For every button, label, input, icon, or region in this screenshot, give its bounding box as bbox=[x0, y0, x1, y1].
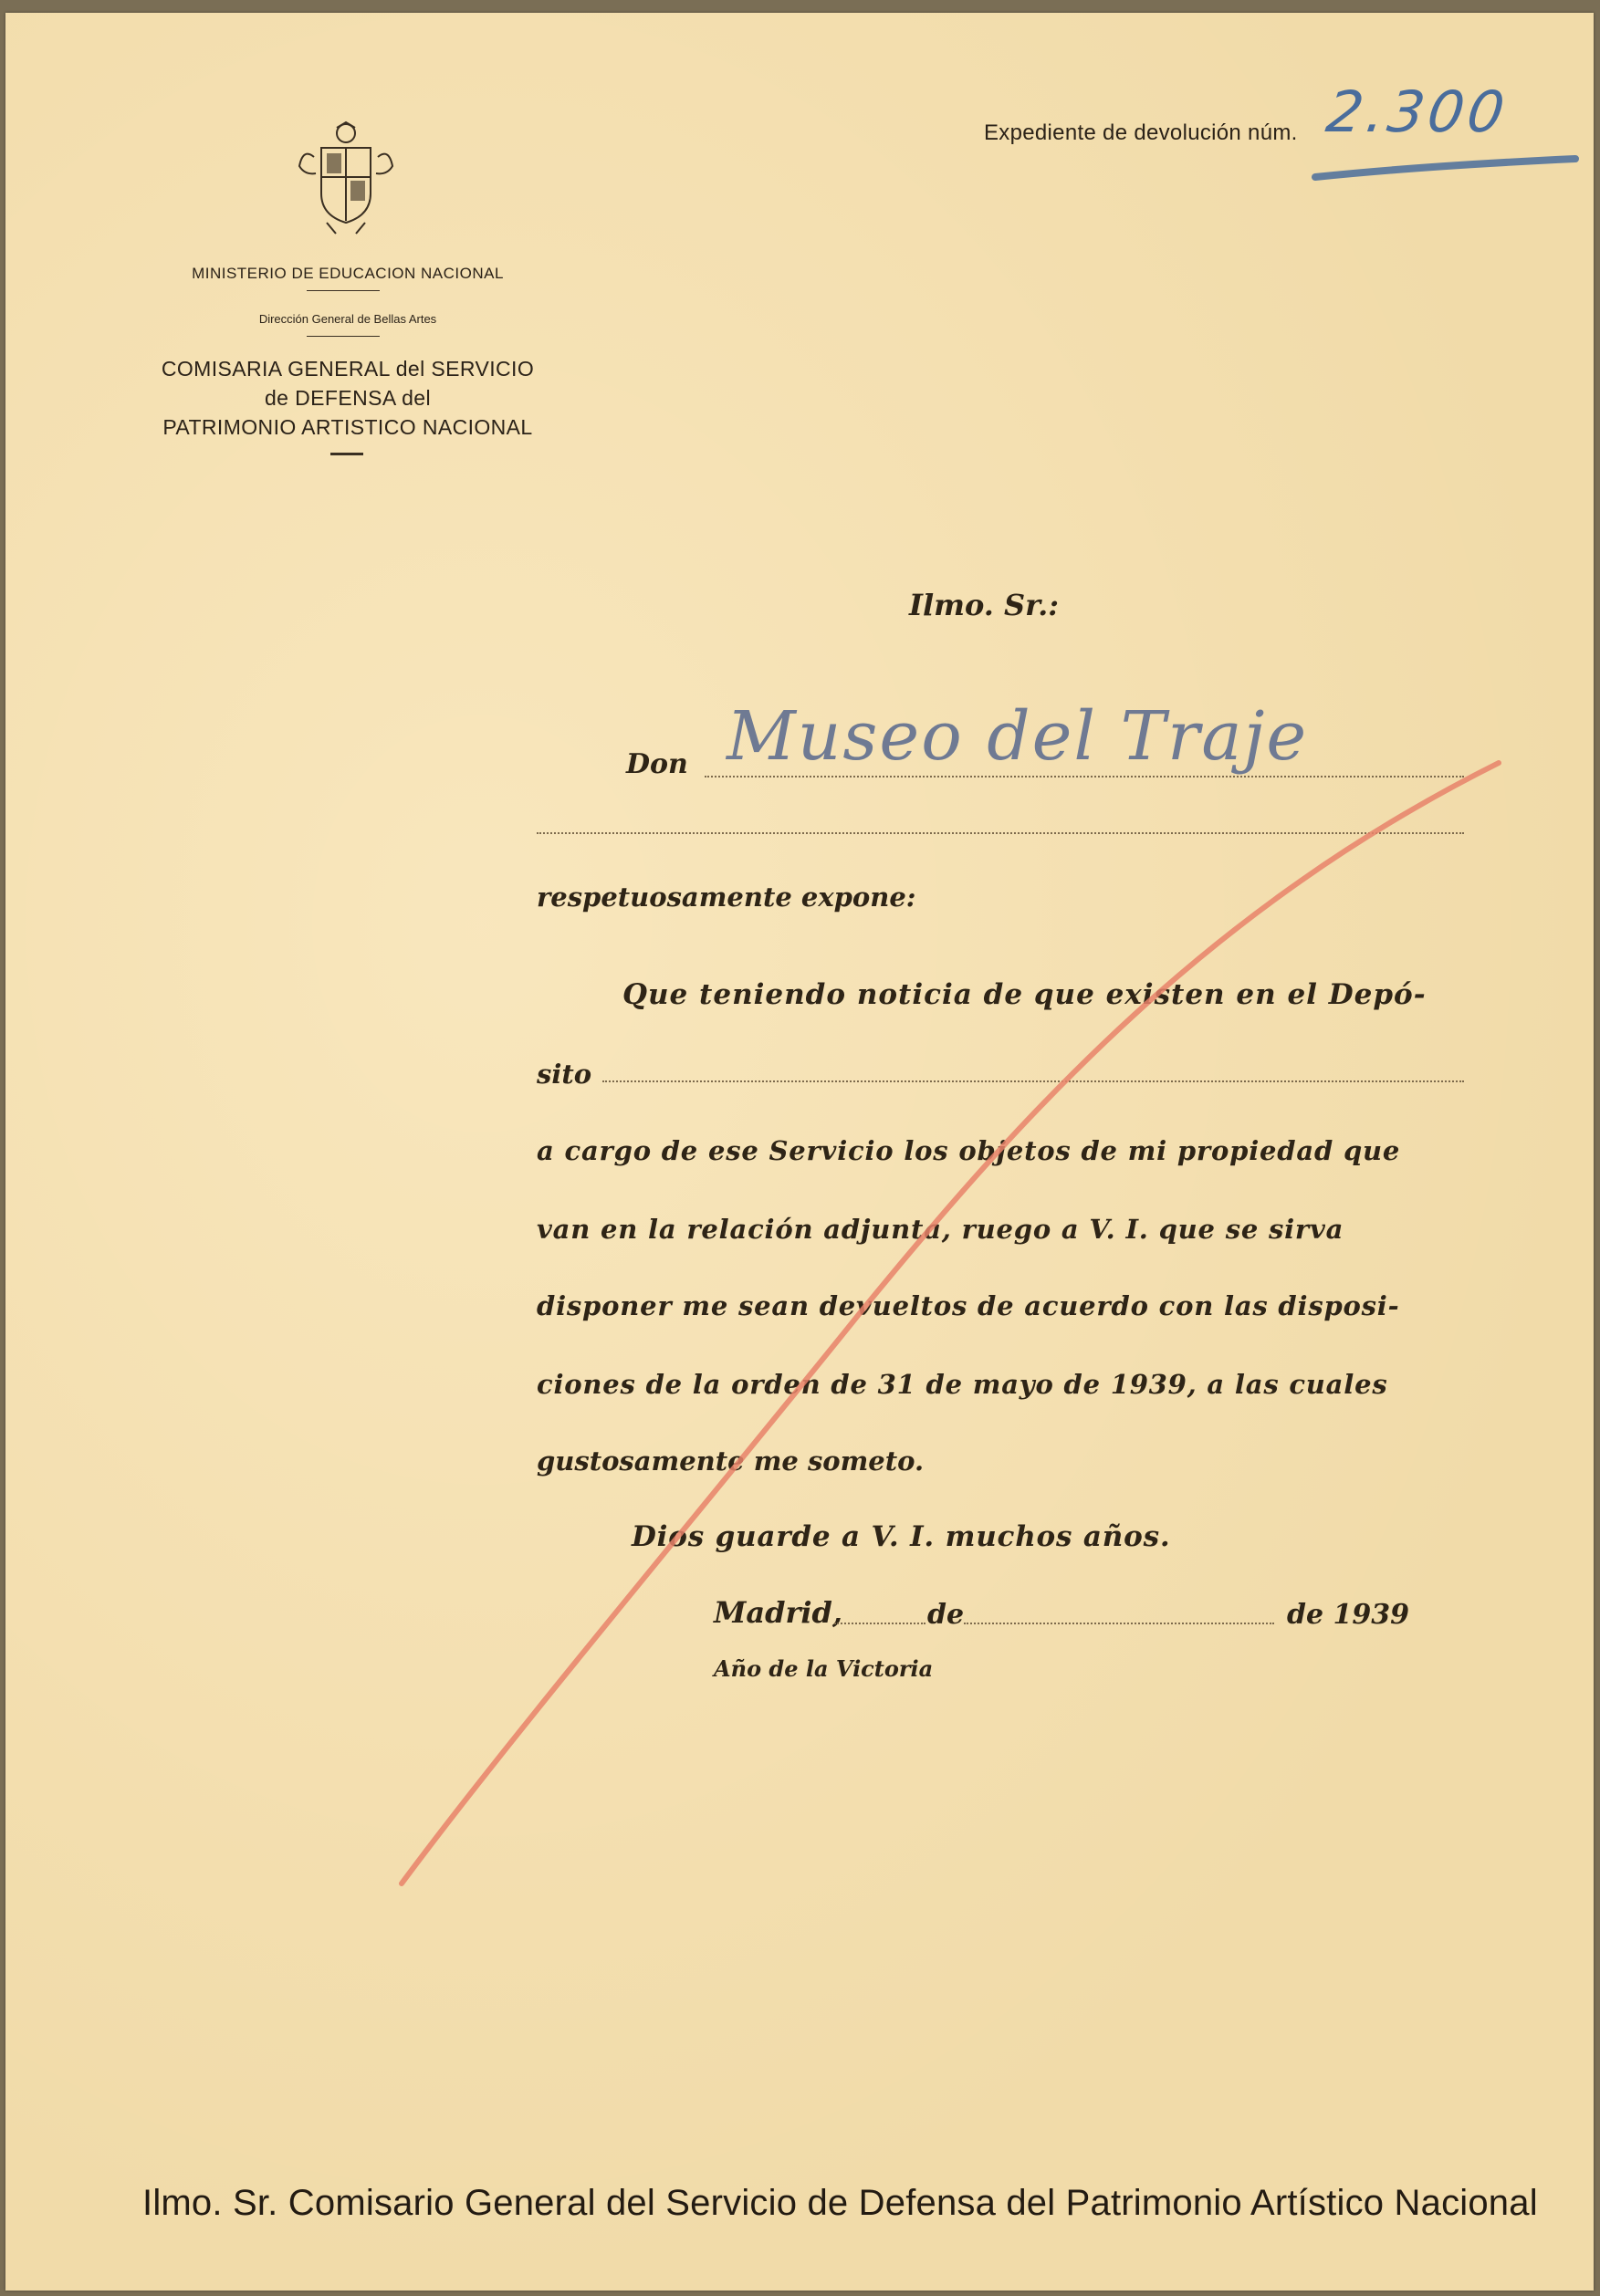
handwritten-name: Museo del Traje bbox=[727, 697, 1309, 776]
direccion-general: Dirección General de Bellas Artes bbox=[258, 312, 437, 326]
paragraph-line-1: Que teniendo noticia de que existen en el Depó- bbox=[622, 978, 1427, 1011]
paragraph-line-7: gustosamente me someto. bbox=[537, 1445, 925, 1477]
paragraph-line-3: a cargo de ese Servicio los objetos de mi propiedad que bbox=[537, 1135, 1401, 1166]
comisaria-line-1: COMISARIA GENERAL del SERVICIO bbox=[161, 357, 535, 381]
comisaria-line-2: de DEFENSA del bbox=[264, 386, 432, 410]
closing-line: Dios guarde a V. I. muchos años. bbox=[632, 1520, 1171, 1553]
don-label: Don bbox=[626, 748, 688, 780]
date-de: de bbox=[927, 1599, 965, 1631]
date-year: de 1939 bbox=[1287, 1599, 1410, 1631]
paragraph-line-2: sito bbox=[537, 1059, 592, 1090]
footer-addressee: Ilmo. Sr. Comisario General del Servicio de Defensa del Patrimonio Artístico Nacional bbox=[142, 2183, 1538, 2223]
era-line: Año de la Victoria bbox=[714, 1655, 934, 1682]
expediente-label: Expediente de devolución núm. bbox=[984, 120, 1298, 145]
document-page bbox=[5, 13, 1594, 2291]
salutation: Ilmo. Sr.: bbox=[909, 588, 1060, 622]
expone-line: respetuosamente expone: bbox=[537, 882, 916, 913]
red-pencil-strike bbox=[5, 13, 1594, 2291]
paragraph-line-6: ciones de la orden de 31 de mayo de 1939, a las cuales bbox=[537, 1369, 1388, 1400]
paragraph-line-5: disponer me sean devueltos de acuerdo con las disposi- bbox=[537, 1290, 1400, 1321]
comisaria-line-3: PATRIMONIO ARTISTICO NACIONAL bbox=[162, 415, 533, 439]
ministry-name: MINISTERIO DE EDUCACION NACIONAL bbox=[192, 265, 504, 282]
paragraph-line-4: van en la relación adjunta, ruego a V. I. que se sirva bbox=[537, 1214, 1344, 1245]
expediente-number: 2.300 bbox=[1322, 78, 1512, 145]
place: Madrid, bbox=[714, 1595, 843, 1630]
